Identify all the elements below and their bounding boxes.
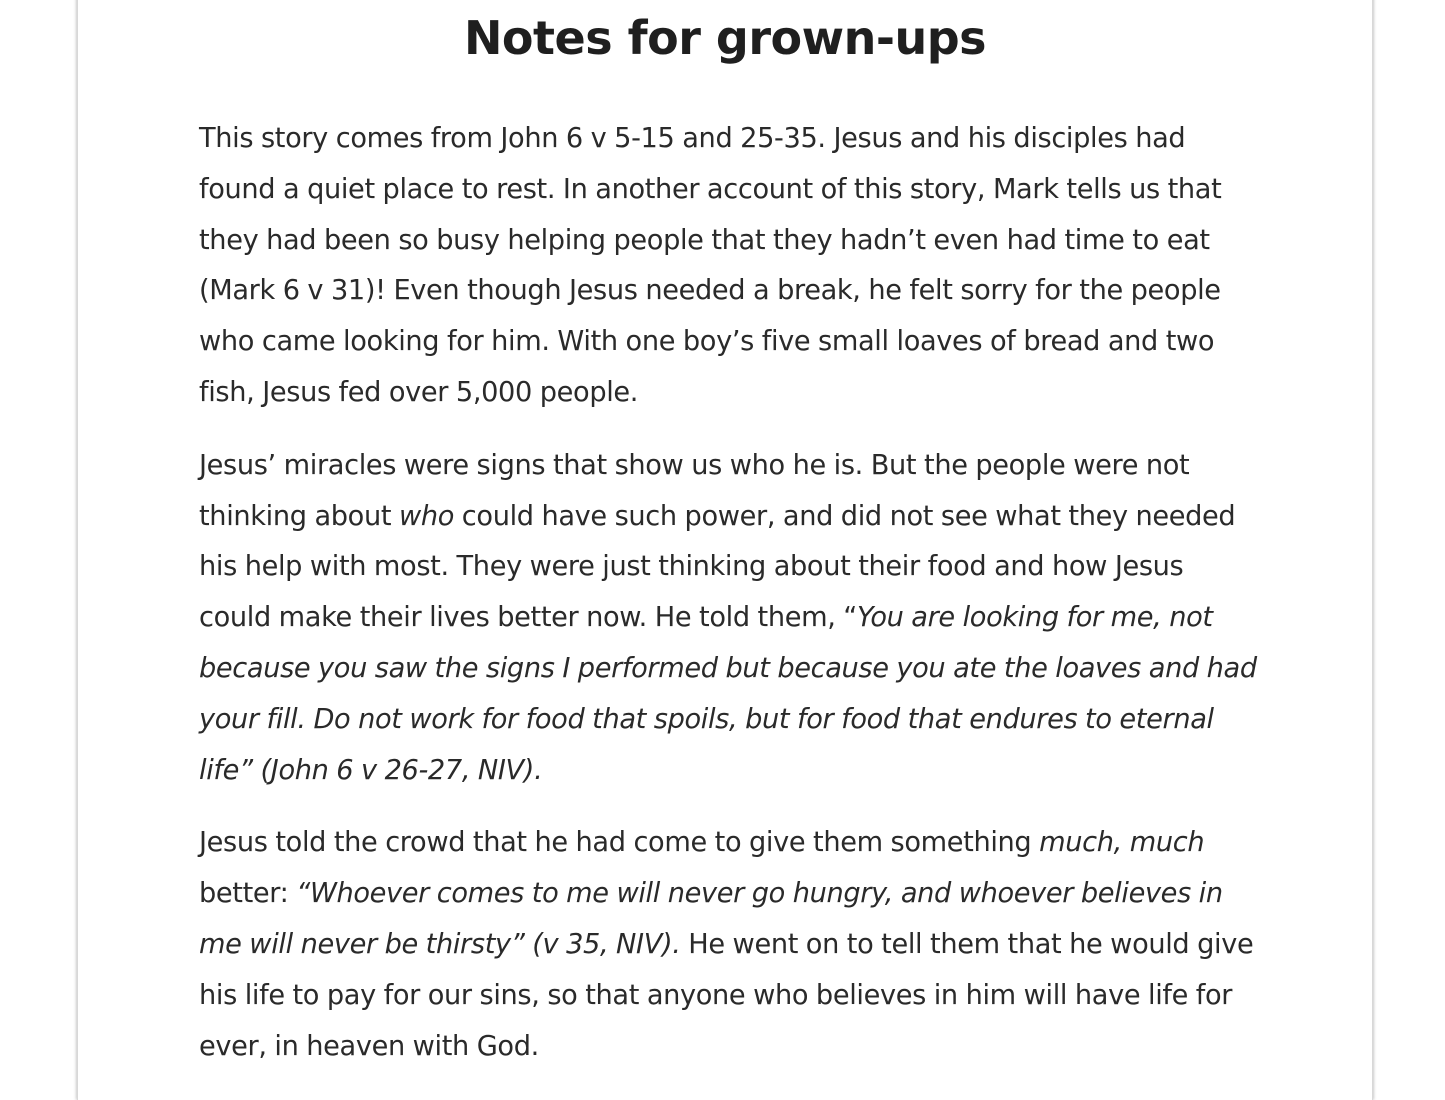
notes-body (199, 114, 1261, 1094)
book-page (77, 0, 1373, 1100)
paragraph-3-text-b: better: (199, 878, 297, 910)
paragraph-2 (199, 441, 1261, 797)
paragraph-3-text-a: Jesus told the crowd that he had come to give them something (199, 827, 1040, 859)
page-title: Notes for grown-ups (463, 11, 987, 65)
paragraph-3 (199, 818, 1261, 1072)
paragraph-2-quote: You are looking for me, not because you saw the signs I performed but because you ate the loaves and had your fill. Do not work for food that spoils, but for food that endures to eternal life” (John 6 v 26-27, NIV). (199, 602, 1257, 786)
paragraph-1-text: This story comes from John 6 v 5-15 and 25-35. Jesus and his disciples had found a quiet place to rest. In another account of this story, Mark tells us that they had been so busy helping people that they hadn’t even had time to eat (Mark 6 v 31)! Even though Jesus needed a break, he felt sorry for the people who came looking for him. With one boy’s five small loaves of bread and two fish, Jesus fed over 5,000 people. (199, 123, 1222, 408)
paragraph-3-emphasis-much: much, much (1039, 827, 1205, 859)
paragraph-2-text-b: could have such power, and did not see what they needed his help with most. They were just thinking about their food and how Jesus could make their lives better now. He told them, “ (199, 500, 1236, 634)
paragraph-2-text-a: Jesus’ miracles were signs that show us who he is. But the people were not thinking about (199, 449, 1190, 532)
paragraph-3-quote: “Whoever comes to me will never go hungry, and whoever believes in me will never be thirsty” (v 35, NIV). (199, 878, 1223, 960)
paragraph-1 (199, 114, 1261, 419)
paragraph-2-emphasis-who: who (398, 500, 455, 532)
paragraph-3-text-c: He went on to tell them that he would give his life to pay for our sins, so that anyone who believes in him will have life for ever, in heaven with God. (199, 928, 1254, 1062)
